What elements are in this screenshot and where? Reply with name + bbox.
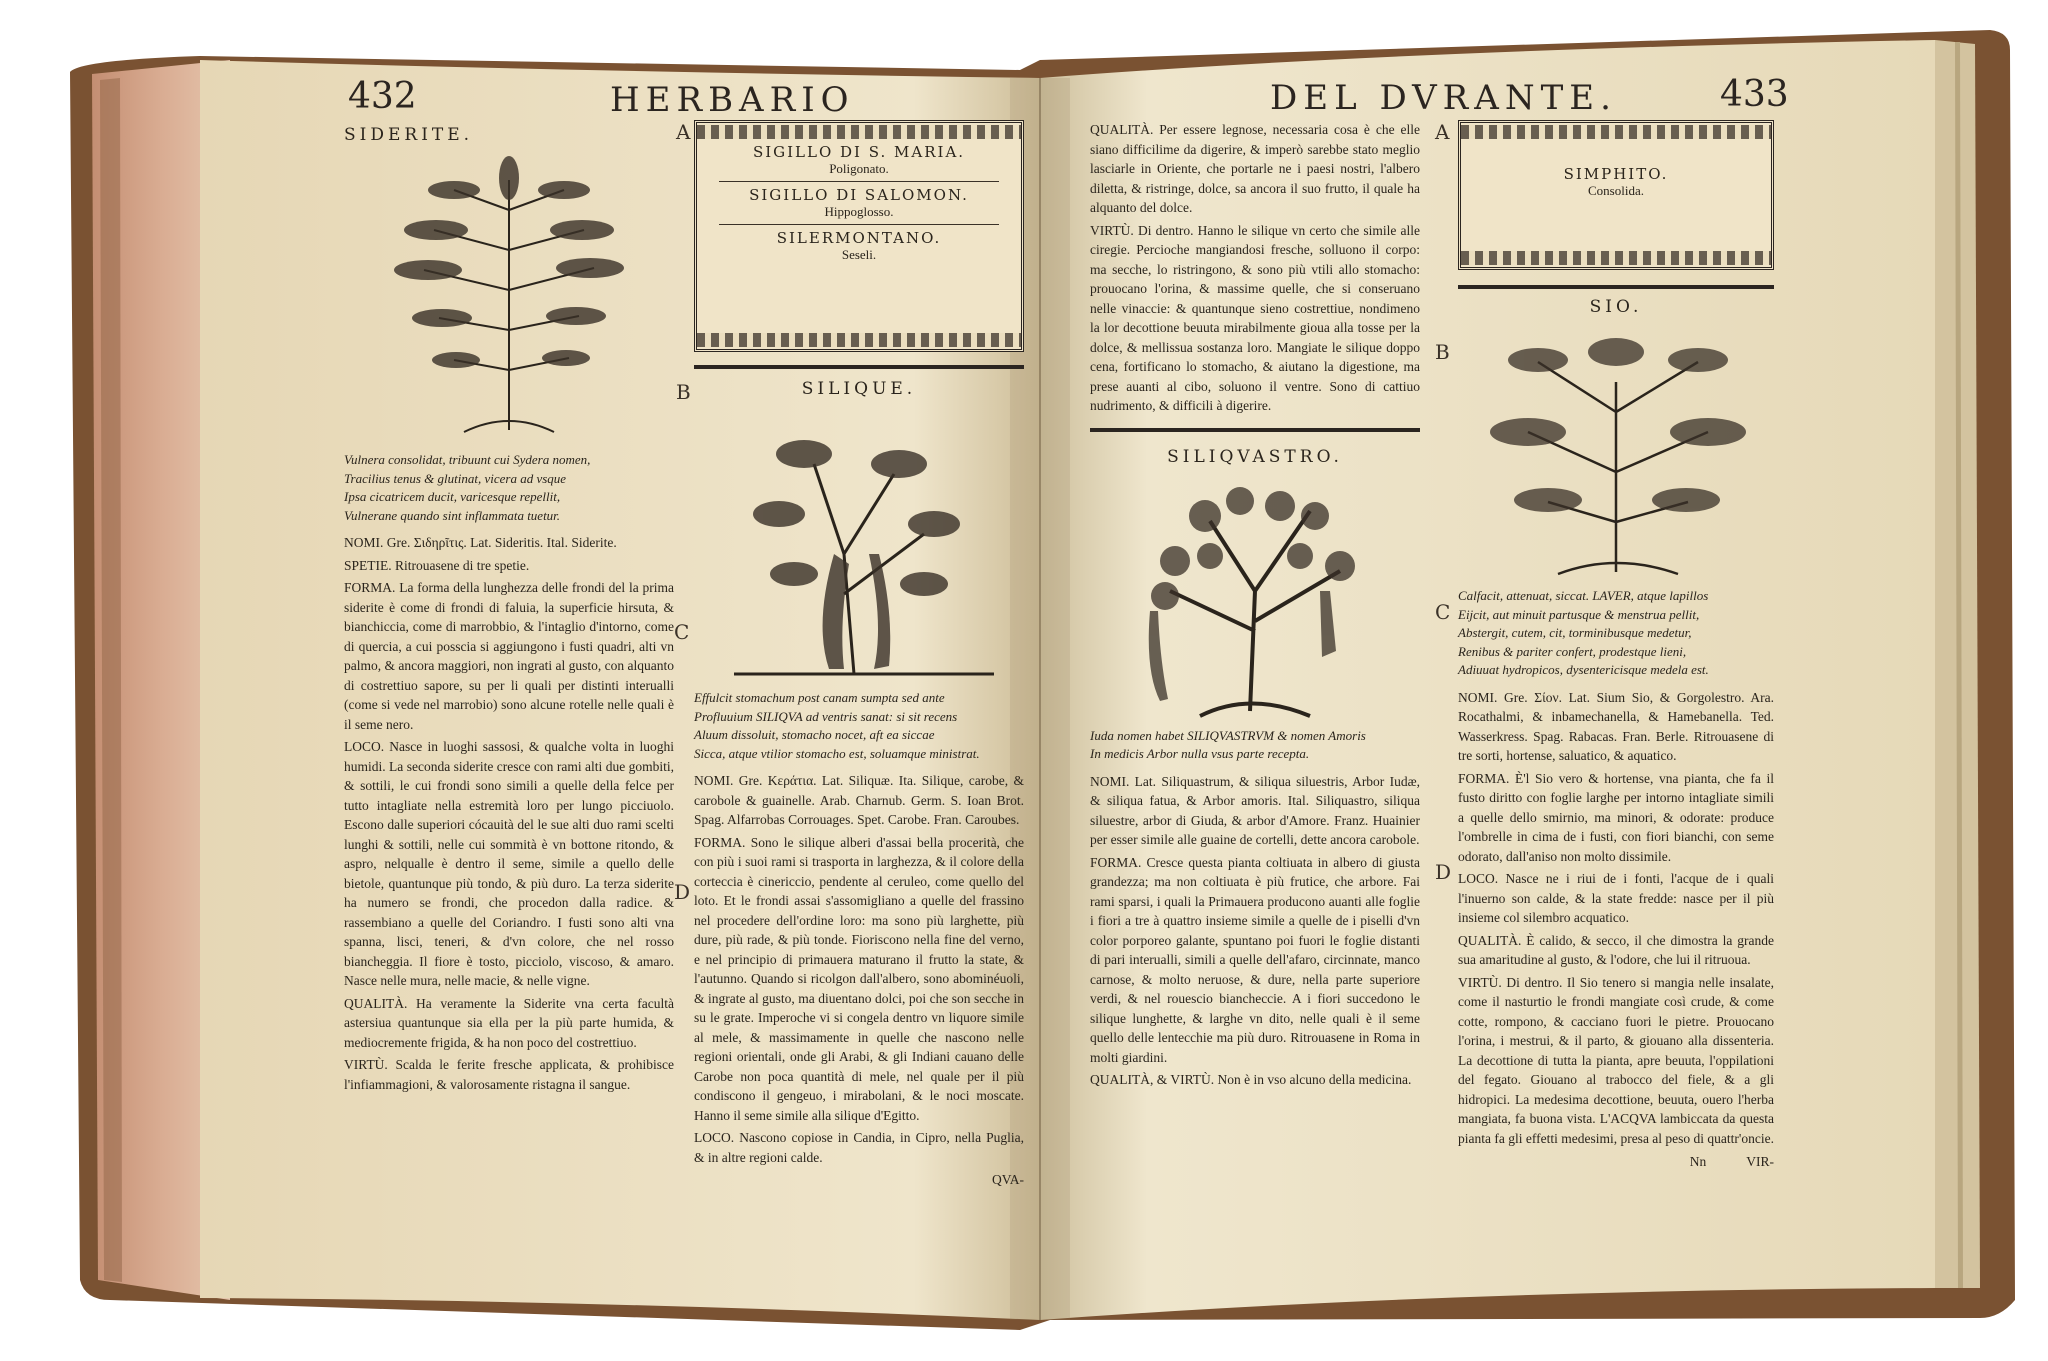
cartouche-title: SIGILLO DI S. MARIA.	[752, 143, 966, 161]
poem-line: Iuda nomen habet SILIQVASTRVM & nomen Amoris	[1090, 727, 1366, 743]
paragraph-nomi: NOMI. Gre. Σιδηρῖτις. Lat. Sideritis. Ital. Siderite.	[344, 535, 617, 550]
siliquastro-woodcut	[1090, 471, 1420, 721]
section-rule	[1458, 285, 1774, 289]
paragraph-loco: LOCO. Nasce in luoghi sassosi, & qualche volta in luoghi humidi. La seconda siderite cresce con rami alti due gombiti, & sottili, le cui frondi sono simili a quelle della felce per tutto intagliate nella estremità loro per lungo picciuolo. Escono dalle superiori cócauità del le sue alti duo rami scelti lunghi & sottili, nelle cui sommità è vn bottone ritondo, & aspro, nelqualle è dentro il seme, simile a quello delle bietole, quantunque più tondo, & più duro. La terza siderite ha numero se frondi, che procedon dalla radice. & rassembiano a quelle del Coriandro. I fusti sono alti vna spanna, lisci, teneri, & d'vn colore, che nel rosso biancheggia. Il fiore è tosto, picciolo, viscoso, & amaro. Nasce nelle mura, nelle macie, & nelle vigne.	[344, 739, 674, 988]
running-head-right: DEL DVRANTE.	[1270, 78, 1617, 118]
margin-letter-c: C	[674, 620, 690, 644]
poem-line: Effulcit stomachum post canam sumpta sed ante	[694, 690, 945, 705]
poem-line: Eijcit, aut minuit partusque & menstrua pellit,	[1458, 606, 1700, 622]
paragraph-virtu: VIRTÙ. Di dentro. Il Sio tenero si mangia nelle insalate, come il nasturtio le frondi mangiate così crude, & come cotte, rompono, & cacciano fuori le pietre. Prouocano l'orina, i mestrui, & il parto, & giouano alla dissenteria. La decottione di tutta la pianta, apre beuuta, l'oppilationi del fegato. Giouano al trabocco del fiele, & a gli hidropici. La medesima decottione, beuuta, ouero l'herba mangiata, fa buona vista. L'ACQVA lambiccata da questa pianta fa gli effetti medesimi, presa al peso di quattr'oncie.	[1458, 974, 1774, 1146]
paragraph-loco: LOCO. Nasce ne i riui de i fonti, l'acque de i quali l'inuerno son calde, & la state fredde: nasce per il più insieme col silembro acquatico.	[1458, 871, 1774, 925]
paragraph-virtu: VIRTÙ. Di dentro. Hanno le silique vn certo che simile alle ciregie. Percioche mangiandosi fresche, solluono il corpo: ma secche, lo ristringono, & sono più vtili allo stomacho: prouocano l'orina, & massime quelle, che si conseruano nelle vinaccie: & quantunque sieno costrettiue, nondimeno la lor decottione beuuta mirabilmente gioua alla tosse per la dolce, & mellissua sostanza loro. Mangiate le silique doppo cena, fortificano lo stomacho, & aiutano la digestione, ma prese auanti al cibo, soluono il ventre. Sono di cattiuo nudrimento, & difficili à digerire.	[1090, 222, 1420, 413]
paragraph-qualita: QUALITÀ. Per essere legnose, necessaria cosa è che elle siano difficilime da digerire, & imperò sarebbe stato meglio lasciarle in Oriente, che portarle ne i paesi nostri, l'albero diletta, & ristringe, dolce, sa ancora il suo frutto, il quale ha alquanto del dolce.	[1090, 122, 1420, 215]
page-number-left: 432	[348, 76, 417, 117]
cartouche-sub: Seseli.	[841, 247, 877, 262]
right-column-1	[1090, 120, 1420, 1093]
paragraph-virtu: VIRTÙ. Scalda le ferite fresche applicata, & prohibisce l'infiammagioni, & valorosamente ristagna il sangue.	[344, 1057, 674, 1092]
poem-line: Tracilius tenus & glutinat, vicera ad vsque	[344, 470, 567, 486]
paragraph-nomi: NOMI. Gre. Κεράτια. Lat. Siliquæ. Ita. Silique, carobe, & carobole & guainelle. Arab. Charnub. Germ. S. Ioan Brot. Spag. Alfarrobas Corrouages. Spet. Carobe. Fran. Caroubes.	[694, 773, 1024, 827]
margin-letter-d: D	[1435, 860, 1452, 884]
margin-letter-b: B	[676, 380, 691, 404]
poem-line: Ipsa cicatricem ducit, varicesque repellit,	[344, 489, 561, 504]
poem-line: Profluuium SILIQVA ad ventris sanat: si sit recens	[694, 708, 958, 724]
cartouche-simphito	[1458, 120, 1774, 270]
heading-siliquastro: SILIQVASTRO.	[1167, 446, 1343, 467]
paragraph-qualita: QUALITÀ. È calido, & secco, il che dimostra la grande sua amaritudine al gusto, & l'odore, che lui il ritruoua.	[1458, 932, 1774, 967]
poem-line: Adiuuat hydropicos, dysentericisque medela est.	[1458, 662, 1709, 677]
poem-line: In medicis Arbor nulla vsus parte recepta.	[1090, 746, 1310, 761]
cartouche-sub: Poligonato.	[829, 161, 889, 176]
cartouche-title: SIGILLO DI SALOMON.	[749, 186, 969, 204]
paragraph-loco: LOCO. Nascono copiose in Candia, in Cipro, nella Puglia, & in altre regioni calde.	[694, 1130, 1024, 1165]
poem-line: Abstergit, cutem, cit, torminibusque medetur,	[1458, 625, 1692, 640]
poem-line: Calfacit, attenuat, siccat. LAVER, atque lapillos	[1458, 588, 1709, 603]
left-page-content	[340, 76, 1030, 1210]
running-head-left: HERBARIO	[610, 80, 855, 120]
section-rule	[1090, 428, 1420, 432]
heading-sio: SIO.	[1589, 297, 1643, 317]
paragraph-forma: FORMA. La forma della lunghezza delle frondi del la prima siderite è come di frondi di faluia, la superficie hirsuta, & bianchiccia, come di marrobbio, & l'intaglio d'intorno, come di quercia, a cui posscia si aggiungono i fusti quadri, alti vn palmo, & ancora maggiori, non ingrati al gusto, con alquanto di costrettiuo sapore, su per li quali per distinti interualli (come si vede nel marrobio) sono alcune rotelle nelle quali è il seme nero.	[344, 580, 674, 732]
margin-letter-b: B	[1435, 340, 1450, 364]
silique-woodcut	[694, 404, 1024, 684]
heading-siderite: SIDERITE.	[344, 125, 474, 145]
poem-line: Aluum dissoluit, stomacho nocet, aft ea siccae	[694, 727, 935, 742]
margin-letter-c: C	[1435, 600, 1451, 624]
siderite-woodcut	[344, 150, 674, 440]
poem-line: Vulnerane quando sint inflammata tuetur.	[344, 507, 561, 523]
sio-woodcut	[1458, 322, 1774, 582]
paragraph-forma: FORMA. Cresce questa pianta coltiuata in albero di giusta grandezza; ma non coltiuata è più frutice, che arbore. Fai rami sparsi, i quali la Primauera producono auanti alle foglie i fiori a tre à quattro insieme simile a quelle de i piselli d'vn color porporeo galante, spuntano poi fuori le foglie distanti di pari interualli, simili a quelle dell'afaro, circinnate, manco carnose, & molto neruose, & dure, nella parte superiore verdi, & nel rouescio biancheccie. A i fiori succedono le silique lunghette, & larghe vn dito, nelle quali è il seme quello delle lentecchie ma più duro. Ritrouasene in Roma in molti giardini.	[1090, 854, 1420, 1065]
margin-letter-a: A	[1435, 120, 1450, 144]
cartouche-title: SILERMONTANO.	[776, 229, 942, 247]
margin-letter-d: D	[674, 880, 691, 904]
paragraph-forma: FORMA. Sono le silique alberi d'assai bella procerità, che con più i suoi rami si trasporta in larghezza, & il colore della corteccia è cinericcio, pendente al ceruleo, come quello del loto. Et le frondi assai s'assomigliano a quelle del frassino nel procedere dell'ordine loro: ma sono più larghette, più dure, più rade, & più tonde. Fioriscono nella fine del verno, e nel principio di primauera maturano il frutto la state, & l'autunno. Quando si ricolgon dall'albero, sono abominéuoli, & ingrate al gusto, ma diuentano dolci, poi che son secche in su le grate. Imperoche vi si congela dentro vn liquore simile al mele, & massimamente in quelle che nascono nelle regioni orientali, onde gli Arabi, & gli Indiani cauano delle Carobe non poca quantità di mele, nel quale per il più condiscono il gengeuo, i mirabolani, & le noci moscate. Hanno il seme simile alla silique d'Egitto.	[694, 834, 1024, 1123]
signature-mark: Nn	[1689, 1154, 1707, 1169]
right-column-2	[1458, 298, 1774, 1172]
poem-line: Sicca, atque vtilior stomacho est, soluamque ministrat.	[694, 745, 980, 761]
cartouche-sigillo	[694, 120, 1024, 352]
right-page-content	[1090, 74, 1789, 1210]
catchword: VIR-	[1746, 1154, 1774, 1169]
catchword: QVA-	[991, 1172, 1024, 1187]
paragraph-qualita-virtu: QUALITÀ, & VIRTÙ. Non è in vso alcuno della medicina.	[1090, 1072, 1412, 1087]
cartouche-title: SIMPHITO.	[1563, 165, 1669, 183]
heading-silique: SILIQUE.	[801, 379, 917, 399]
poem-line: Vulnera consolidat, tribuunt cui Sydera nomen,	[344, 452, 591, 467]
paragraph-nomi: NOMI. Lat. Siliquastrum, & siliqua siluestris, Arbor Iudæ, & siliqua fatua, & Arbor amoris. Ital. Siliquastro, siliqua siluestre, arbor di Giuda, & arbor d'Amore. Franz. Huainier per esser simile alle guaine de cortelli, dette ancora carobole.	[1090, 773, 1420, 847]
paragraph-qualita: QUALITÀ. Ha veramente la Siderite vna certa facultà astersiua quantunque sia ella per la più parte humida, & mediocremente frigida, & ha non poco del costrettiuo.	[344, 995, 674, 1050]
poem-line: Renibus & pariter confert, prodestque lieni,	[1458, 643, 1687, 659]
paragraph-spetie: SPETIE. Ritrouasene di tre spetie.	[344, 557, 530, 573]
section-rule	[694, 365, 1024, 369]
left-column-2	[694, 380, 1024, 1190]
cartouche-sub: Hippoglosso.	[824, 204, 894, 219]
cartouche-sub: Consolida.	[1588, 183, 1644, 198]
paragraph-forma: FORMA. È'l Sio vero & hortense, vna pianta, che fa il fusto diritto con foglie larghe per intorno intagliate simili a quelle dello smirnio, ma minori, & odorate: produce l'ombrelle in cima de i fusti, con fiori bianchi, con seme odorato, dall'aniso non molto dissimile.	[1458, 770, 1774, 864]
paragraph-nomi: NOMI. Gre. Σίον. Lat. Sium Sio, & Gorgolestro. Ara. Rocathalmi, & inbamechanella, & Hamebanella. Ted. Wasserkress. Spag. Rabacas. Fran. Berle. Ritrouasene di tre sorti, hortense, saluatico, & aquatico.	[1458, 689, 1774, 763]
left-column-1	[344, 126, 674, 1097]
margin-letter-a: A	[676, 120, 691, 144]
page-number-right: 433	[1720, 74, 1789, 115]
